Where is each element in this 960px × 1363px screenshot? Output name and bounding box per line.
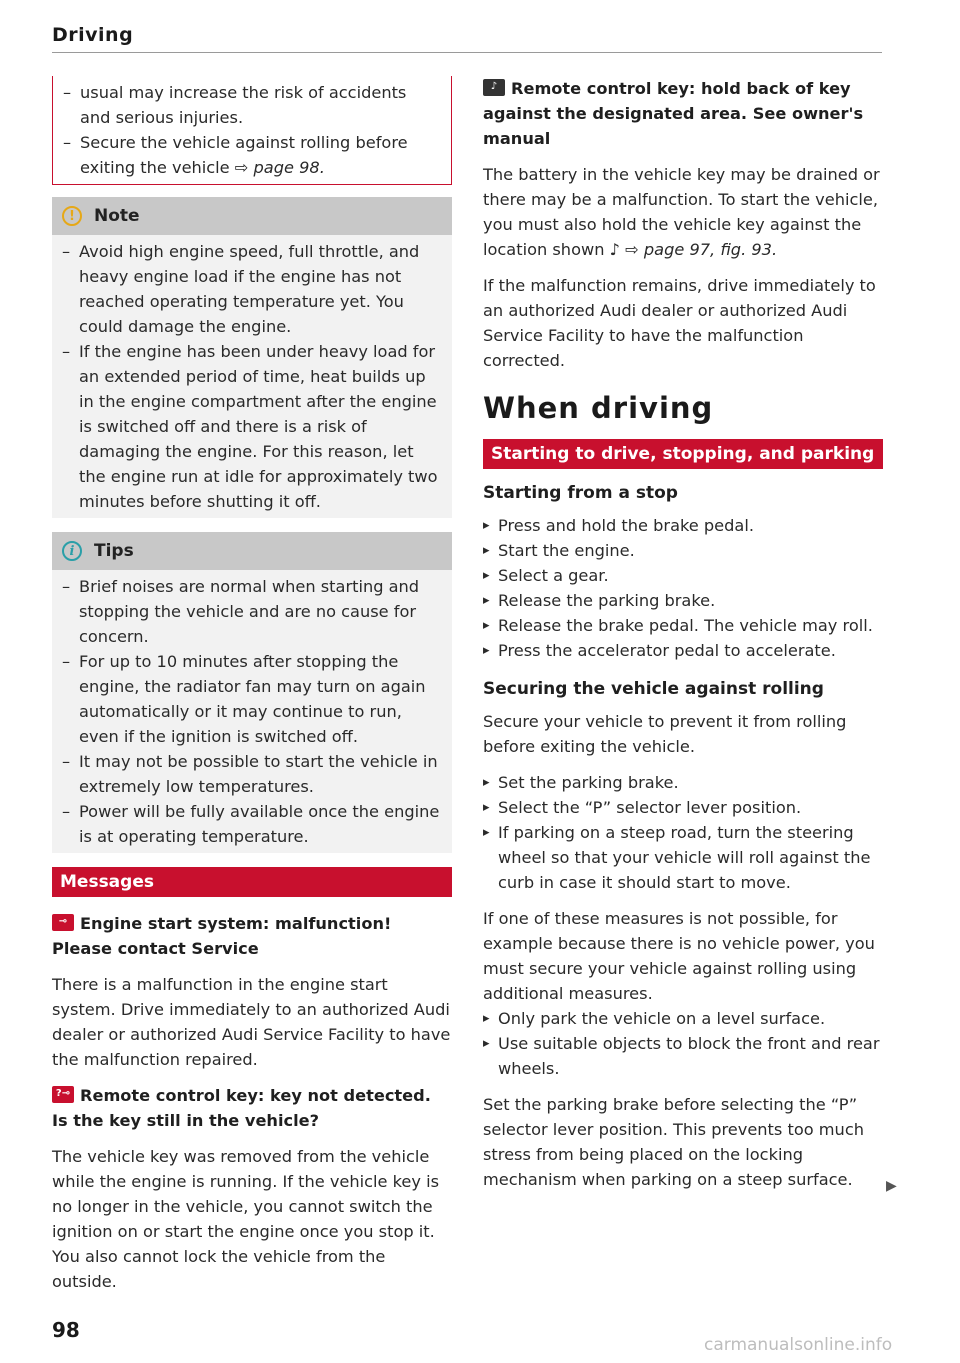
warning-text-1: usual may increase the risk of accidents and serious injuries. xyxy=(80,83,407,127)
note-box xyxy=(52,197,452,518)
note-item: – If the engine has been under heavy load for an extended period of time, heat builds up in the engine compartment after the engine is switched off and there is a risk of damaging the engine. For this reason, let the engine run at idle for approximately two minutes before shutting it off. xyxy=(52,339,444,514)
tips-item: – It may not be possible to start the vehicle in extremely low temperatures. xyxy=(52,749,444,799)
tips-box xyxy=(52,532,452,853)
list-item: ▸ If parking on a steep road, turn the steering wheel so that your vehicle will roll against the curb in case it should start to move. xyxy=(483,820,883,895)
tips-item: – Power will be fully available once the engine is at operating temperature. xyxy=(52,799,444,849)
tips-body xyxy=(52,570,452,853)
key-not-detected-lamp-icon xyxy=(52,1086,74,1103)
tips-header xyxy=(52,532,452,570)
note-body xyxy=(52,235,452,518)
watermark: carmanualsonline.info xyxy=(704,1335,893,1355)
info-circle-icon: i xyxy=(62,541,82,561)
engine-start-warning-lamp-icon xyxy=(52,914,74,931)
page-number: 98 xyxy=(52,1318,80,1342)
msg-hold-key-body-text: The battery in the vehicle key may be drained or there may be a malfunction. To start the vehicle, you must also hold the vehicle key against the location shown xyxy=(483,165,880,259)
key-glyph-icon: ⊸ xyxy=(58,916,68,927)
list-item: ▸ Set the parking brake. xyxy=(483,770,883,795)
starting-bar-title: Starting to drive, stopping, and parking xyxy=(491,444,875,464)
section-title: When driving xyxy=(483,391,714,425)
key-question-glyph-icon: ?⊸ xyxy=(55,1088,71,1099)
fig-93-xref-text: page 97, fig. 93. xyxy=(643,240,778,259)
msg-engine-start-heading xyxy=(52,911,452,961)
warning-item xyxy=(53,80,441,130)
key-signal-glyph-icon: ♪ xyxy=(490,81,498,92)
warning-item xyxy=(53,130,441,180)
securing-steps-2 xyxy=(483,1006,883,1081)
starting-steps xyxy=(483,513,883,663)
arrow-right-icon: ⇨ xyxy=(234,158,249,177)
messages-bar xyxy=(52,867,452,897)
msg-hold-key-heading xyxy=(483,76,883,151)
list-item: ▸ Press and hold the brake pedal. xyxy=(483,513,883,538)
key-signal-inline-icon: ♪ xyxy=(609,240,620,259)
msg-hold-key-body xyxy=(483,162,883,262)
exclamation-circle-icon: ! xyxy=(62,206,82,226)
msg-engine-start-body: There is a malfunction in the engine start system. Drive immediately to an authorized Audi dealer or authorized Audi Service Facility to have the malfunction repaired. xyxy=(52,975,451,1069)
right-column xyxy=(483,76,883,1203)
msg-key-not-detected-heading-text: Remote control key: key not detected. Is the key still in the vehicle? xyxy=(52,1086,431,1130)
list-item: ▸ Select a gear. xyxy=(483,563,883,588)
note-list xyxy=(52,239,444,514)
msg-hold-key-heading-text: Remote control key: hold back of key against the designated area. See owner's manual xyxy=(483,79,864,148)
warning-list xyxy=(53,80,441,180)
continue-arrow-icon: ▶ xyxy=(886,1178,897,1194)
list-item: ▸ Release the brake pedal. The vehicle may roll. xyxy=(483,613,883,638)
tips-title: Tips xyxy=(94,541,134,561)
tips-list xyxy=(52,574,444,849)
header-title: Driving xyxy=(52,24,134,46)
arrow-right-icon: ⇨ xyxy=(625,240,639,259)
securing-intro: Secure your vehicle to prevent it from rolling before exiting the vehicle. xyxy=(483,712,847,756)
left-column xyxy=(52,76,452,1305)
starting-bar xyxy=(483,439,883,469)
securing-heading: Securing the vehicle against rolling xyxy=(483,679,824,699)
list-item: ▸ Select the “P” selector lever position. xyxy=(483,795,883,820)
msg-hold-key-body-2: If the malfunction remains, drive immediately to an authorized Audi dealer or authorized Audi Service Facility to have the malfunction corrected. xyxy=(483,276,876,370)
warning-box-continuation xyxy=(52,76,452,185)
note-item: – Avoid high engine speed, full throttle, and heavy engine load if the engine has not reached operating temperature yet. You could damage the engine. xyxy=(52,239,444,339)
note-title: Note xyxy=(94,206,140,226)
warning-xref-text: page 98. xyxy=(253,158,325,177)
securing-closing: Set the parking brake before selecting the “P” selector lever position. This prevents too much stress from being placed on the locking mechanism when parking on a steep surface. xyxy=(483,1095,864,1189)
fig-93-page-link[interactable] xyxy=(625,240,777,259)
list-item: ▸ Release the parking brake. xyxy=(483,588,883,613)
securing-para: If one of these measures is not possible, for example because there is no vehicle power, you must secure your vehicle against rolling using additional measures. xyxy=(483,909,875,1003)
securing-steps xyxy=(483,770,883,895)
msg-key-not-detected-heading xyxy=(52,1083,452,1133)
key-signal-lamp-icon xyxy=(483,79,505,96)
starting-heading: Starting from a stop xyxy=(483,483,678,503)
note-header xyxy=(52,197,452,235)
list-item: ▸ Only park the vehicle on a level surface. xyxy=(483,1006,883,1031)
page-header xyxy=(52,24,882,53)
msg-key-not-detected-body: The vehicle key was removed from the vehicle while the engine is running. If the vehicle key is no longer in the vehicle, you cannot switch the ignition on or start the engine once you stop it. You also cannot lock the vehicle from the outside. xyxy=(52,1147,440,1291)
tips-item: – Brief noises are normal when starting and stopping the vehicle and are no cause for concern. xyxy=(52,574,444,649)
list-item: ▸ Start the engine. xyxy=(483,538,883,563)
list-item: ▸ Press the accelerator pedal to accelerate. xyxy=(483,638,883,663)
tips-item: – For up to 10 minutes after stopping the engine, the radiator fan may turn on again automatically or it may continue to run, even if the ignition is switched off. xyxy=(52,649,444,749)
list-item: ▸ Use suitable objects to block the front and rear wheels. xyxy=(483,1031,883,1081)
warning-page-link[interactable] xyxy=(235,158,325,177)
msg-engine-start-heading-text: Engine start system: malfunction! Please contact Service xyxy=(52,914,392,958)
warning-text-2: Secure the vehicle against rolling before exiting the vehicle xyxy=(80,133,408,177)
messages-title: Messages xyxy=(60,872,154,892)
